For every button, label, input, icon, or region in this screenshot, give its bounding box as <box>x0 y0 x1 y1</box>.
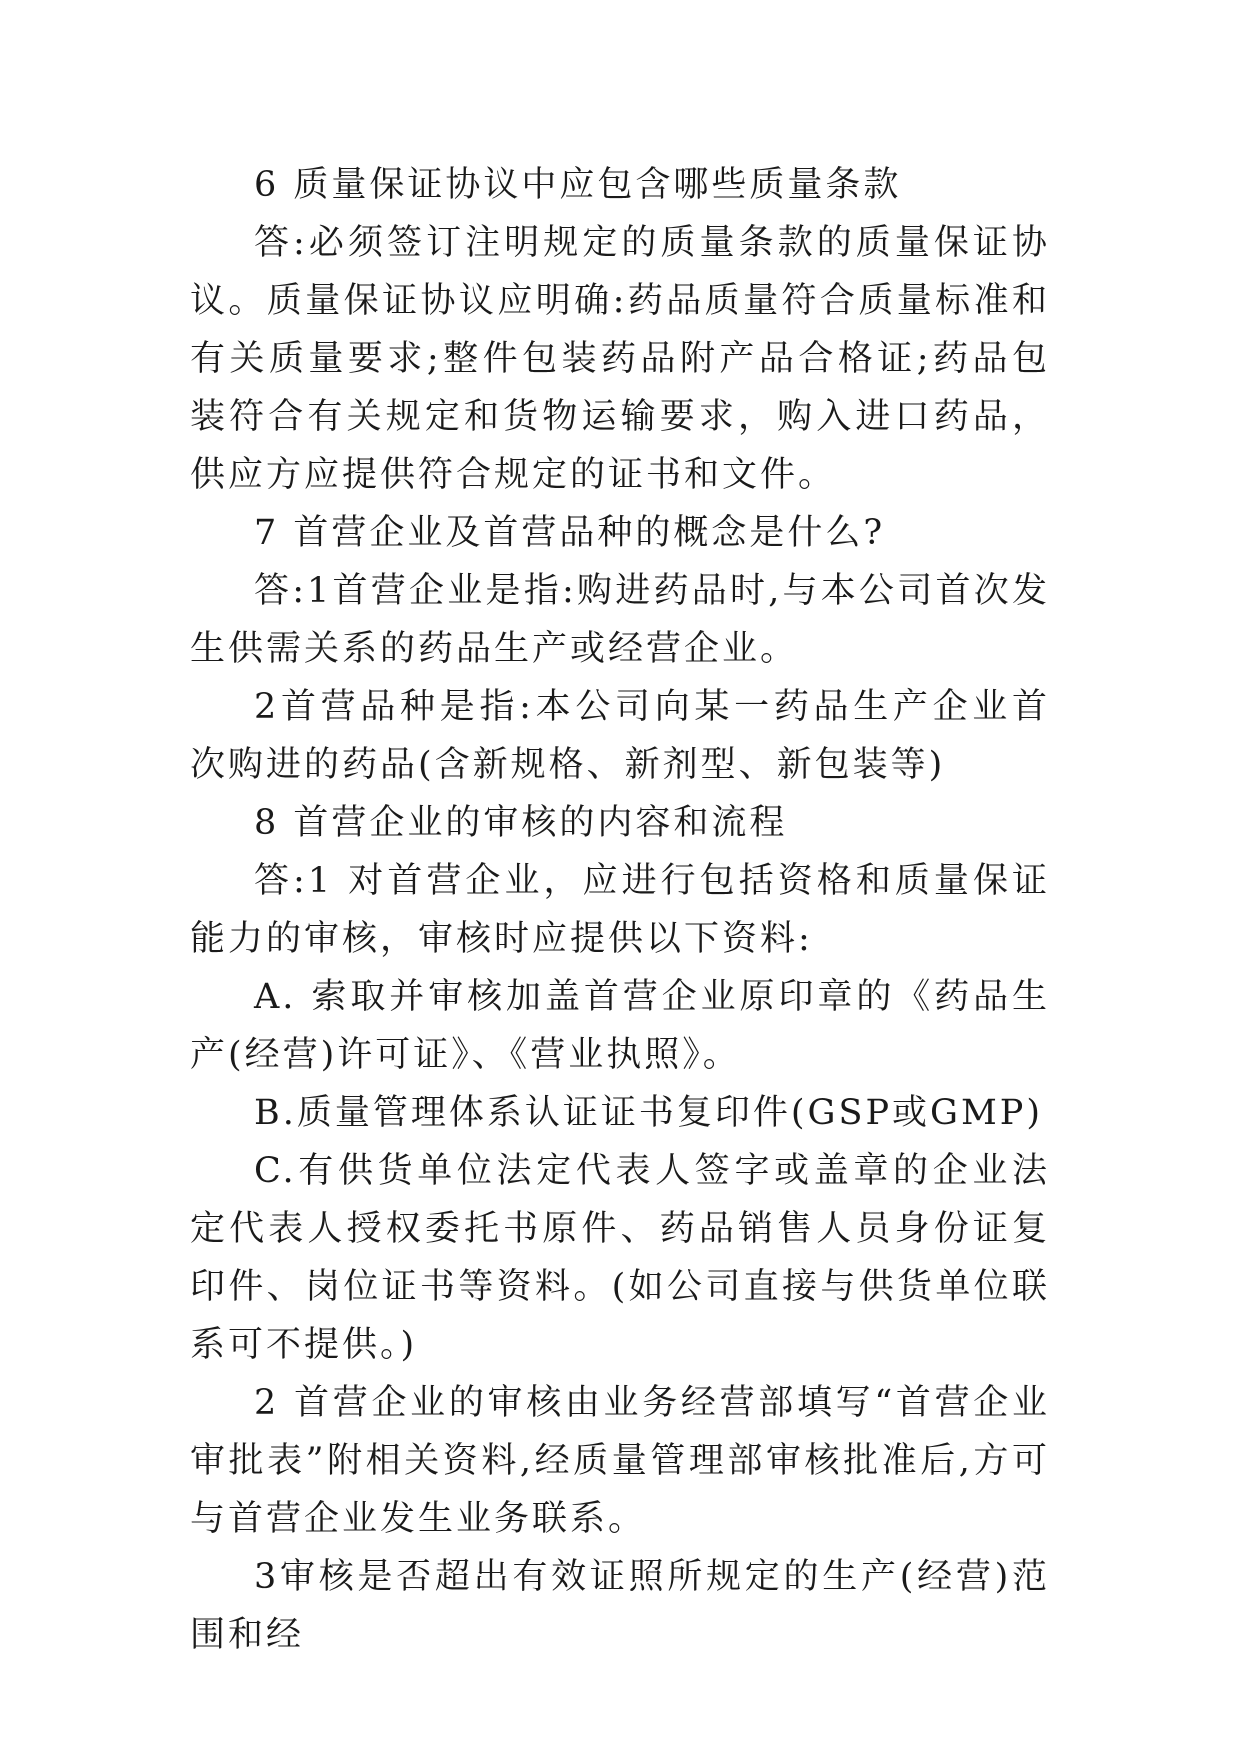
answer-8-item-b: B.质量管理体系认证证书复印件(GSP或GMP) <box>254 1093 1043 1133</box>
question-8-heading: 8 首营企业的审核的内容和流程 <box>254 803 788 843</box>
question-6-heading: 6 质量保证协议中应包含哪些质量条款 <box>254 165 902 205</box>
answer-8-paragraph-3: 3审核是否超出有效证照所规定的生产(经营)范围和经 <box>190 1557 1050 1655</box>
answer-8-paragraph-1: 答:1 对首营企业，应进行包括资格和质量保证能力的审核，审核时应提供以下资料: <box>190 861 1050 959</box>
question-7-heading: 7 首营企业及首营品种的概念是什么? <box>254 513 886 553</box>
answer-7-paragraph-2: 2首营品种是指:本公司向某一药品生产企业首次购进的药品(含新规格、新剂型、新包装等) <box>190 687 1050 785</box>
answer-7-paragraph-1: 答:1首营企业是指:购进药品时,与本公司首次发生供需关系的药品生产或经营企业。 <box>190 571 1050 669</box>
answer-8-item-c: C.有供货单位法定代表人签字或盖章的企业法定代表人授权委托书原件、药品销售人员身份证复印件、岗位证书等资料。(如公司直接与供货单位联系可不提供。) <box>190 1151 1050 1365</box>
answer-8-item-a: A. 索取并审核加盖首营企业原印章的《药品生产(经营)许可证》、《营业执照》。 <box>190 977 1050 1075</box>
answer-6-paragraph: 答:必须签订注明规定的质量条款的质量保证协议。质量保证协议应明确:药品质量符合质量标准和有关质量要求;整件包装药品附产品合格证;药品包装符合有关规定和货物运输要求，购入进口药品，供应方应提供符合规定的证书和文件。 <box>190 223 1050 495</box>
document-body <box>190 156 1050 1664</box>
answer-8-paragraph-2: 2 首营企业的审核由业务经营部填写“首营企业审批表”附相关资料,经质量管理部审核批准后,方可与首营企业发生业务联系。 <box>190 1383 1050 1539</box>
